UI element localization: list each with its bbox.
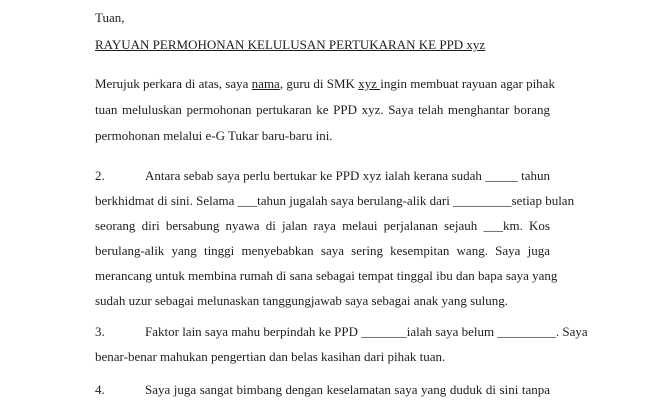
para3-line2: benar-benar mahukan pengertian dan belas kasihan dari pihak tuan. <box>95 349 446 364</box>
para2-line6: sudah uzur sebagai melunaskan tanggungjawab saya sebagai anak yang sulung. <box>95 293 508 308</box>
letter-subject: RAYUAN PERMOHONAN KELULUSAN PERTUKARAN KE PPD xyz <box>95 37 486 52</box>
para3-line1: 3. Faktor lain saya mahu berpindah ke PPD _______ialah saya belum _________. Saya <box>95 324 588 339</box>
para2-line1: 2. Antara sebab saya perlu bertukar ke PPD xyz ialah kerana sudah _____ tahun <box>95 168 550 183</box>
para2-line5: merancang untuk membina rumah di sana sebagai tempat tinggal ibu dan bapa saya yang <box>95 268 558 283</box>
para2-line2: berkhidmat di sini. Selama ___tahun jugalah saya berulang-alik dari _________setiap bulan <box>95 193 575 208</box>
salutation: Tuan, <box>95 10 125 25</box>
placeholder-name: nama <box>251 76 280 91</box>
para3-number: 3. <box>95 324 105 339</box>
para2-number: 2. <box>95 168 105 183</box>
para1-line1: Merujuk perkara di atas, saya nama, guru di SMK xyz ingin membuat rayuan agar pihak <box>95 76 555 91</box>
placeholder-school: xyz <box>358 76 381 91</box>
para4-number: 4. <box>95 382 105 397</box>
para4-line1: 4. Saya juga sangat bimbang dengan keselamatan saya yang duduk di sini tanpa <box>95 382 550 397</box>
para1-line2: tuan meluluskan permohonan pertukaran ke PPD xyz. Saya telah menghantar borang <box>95 102 550 117</box>
para1-line3: permohonan melalui e-G Tukar baru-baru ini. <box>95 128 333 143</box>
para2-line4: berulang-alik yang tinggi menyebabkan saya sering kesempitan wang. Saya juga <box>95 243 550 258</box>
para2-line3: seorang diri bersabung nyawa di jalan raya melaui perjalanan sejauh ___km. Kos <box>95 218 550 233</box>
